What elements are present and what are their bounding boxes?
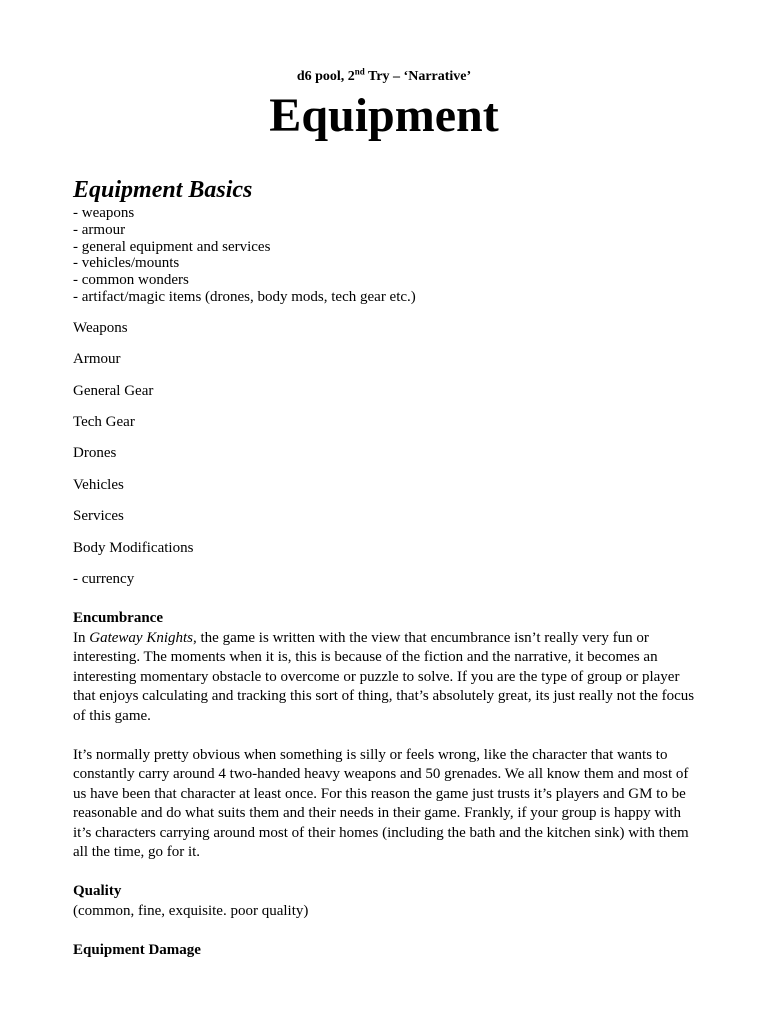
category-list xyxy=(73,319,698,602)
category-item: - currency xyxy=(73,570,135,587)
category-item: Tech Gear xyxy=(73,413,135,430)
list-item: - artifact/magic items (drones, body mods, tech gear etc.) xyxy=(73,288,416,305)
category-item: Services xyxy=(73,508,124,525)
category-item: Vehicles xyxy=(73,476,124,493)
subtitle-superscript: nd xyxy=(354,66,365,77)
equipment-damage-heading: Equipment Damage xyxy=(73,941,201,958)
encumbrance-paragraph-1 xyxy=(73,629,698,727)
list-item: - common wonders xyxy=(73,272,189,289)
list-item: - general equipment and services xyxy=(73,238,271,255)
game-title-text: Gateway Knights xyxy=(89,629,193,646)
quality-text: (common, fine, exquisite. poor quality) xyxy=(73,902,309,919)
category-item: General Gear xyxy=(73,382,154,399)
encumbrance-heading: Encumbrance xyxy=(73,610,163,627)
page-title: Equipment xyxy=(269,89,499,142)
list-item: - vehicles/mounts xyxy=(73,255,180,272)
document-subtitle xyxy=(0,68,768,86)
encumbrance-paragraph-2: It’s normally pretty obvious when something is silly or feels wrong, like the character that wants to constantly carry around 4 two-handed heavy weapons and 50 grenades. We all know them and most of us have been that character at least once. For this reason the game just trusts it’s players and GM to be reasonable and do what suits them and their needs in their game. Frankly, if your group is happy with it’s characters carrying around most of their homes (including the bath and the kitchen sink) with them all the time, go for it. xyxy=(73,746,689,861)
document-body xyxy=(73,175,698,960)
list-item: - armour xyxy=(73,221,126,238)
subtitle-suffix: Try – ‘Narrative’ xyxy=(364,69,472,84)
equipment-basics-heading: Equipment Basics xyxy=(73,177,253,203)
category-item: Armour xyxy=(73,351,121,368)
paragraph-text: , the game is written with the view that encumbrance isn’t really very fun or interesting. The moments when it is, this is because of the fiction and the narrative, it becomes an interesting momentary obstacle to overcome or puzzle to solve. If you are the type of group or player that enjoys calculating and tracking this sort of thing, that’s absolutely great, its just really not the focus of this game. xyxy=(73,629,695,724)
subtitle-prefix: d6 pool, 2 xyxy=(296,69,355,84)
category-item: Weapons xyxy=(73,319,128,336)
paragraph-text: In xyxy=(73,629,90,646)
category-item: Body Modifications xyxy=(73,539,194,556)
equipment-basics-list xyxy=(73,205,698,306)
category-item: Drones xyxy=(73,445,117,462)
quality-heading: Quality xyxy=(73,883,122,900)
list-item: - weapons xyxy=(73,205,135,221)
